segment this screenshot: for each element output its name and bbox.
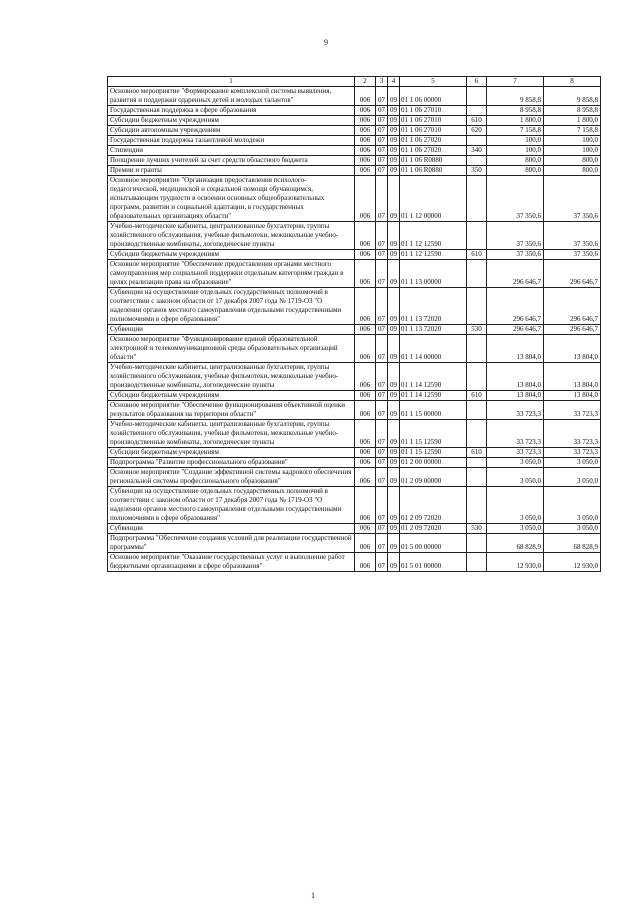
ministry-code-cell: 006 <box>355 116 376 126</box>
table-row <box>108 468 601 487</box>
target-article-cell: 01 2 09 72020 <box>400 487 467 524</box>
target-article-cell: 01 1 06 00000 <box>400 87 467 106</box>
section-code-cell: 07 <box>376 363 388 391</box>
table-row <box>108 401 601 420</box>
description-cell: Субвенции <box>108 325 355 335</box>
amount-year2-cell: 33 723,3 <box>544 448 601 458</box>
header-cell-3: 3 <box>376 77 388 87</box>
section-code-cell: 07 <box>376 222 388 250</box>
subsection-code-cell: 09 <box>388 487 400 524</box>
section-code-cell: 07 <box>376 288 388 325</box>
expense-type-cell: 610 <box>467 116 487 126</box>
target-article-cell: 01 2 09 72020 <box>400 524 467 534</box>
expense-type-cell <box>467 156 487 166</box>
subsection-code-cell: 09 <box>388 401 400 420</box>
subsection-code-cell: 09 <box>388 325 400 335</box>
section-code-cell: 07 <box>376 166 388 176</box>
ministry-code-cell: 006 <box>355 487 376 524</box>
amount-year1-cell: 33 723,3 <box>487 448 544 458</box>
description-cell: Основное мероприятие "Оказание государственных услуг и выполнение работ бюджетными организациями в сфере образования" <box>108 553 355 572</box>
table-row <box>108 325 601 335</box>
target-article-cell: 01 1 13 00000 <box>400 260 467 288</box>
target-article-cell: 01 1 12 12590 <box>400 222 467 250</box>
description-cell: Основное мероприятие "Обеспечение предоставления органами местного самоуправления мер социальной поддержки отдельным категориям граждан в целях реализации права на образование" <box>108 260 355 288</box>
table-row <box>108 250 601 260</box>
amount-year1-cell: 1 800,0 <box>487 116 544 126</box>
table-row <box>108 335 601 363</box>
header-cell-5: 5 <box>400 77 467 87</box>
table-row <box>108 146 601 156</box>
amount-year1-cell: 33 723,3 <box>487 420 544 448</box>
ministry-code-cell: 006 <box>355 126 376 136</box>
description-cell: Субсидии бюджетным учреждениям <box>108 448 355 458</box>
ministry-code-cell: 006 <box>355 136 376 146</box>
subsection-code-cell: 09 <box>388 448 400 458</box>
expense-type-cell <box>467 260 487 288</box>
description-cell: Подпрограмма "Обеспечение создания условий для реализации государственной программы" <box>108 534 355 553</box>
table-row <box>108 116 601 126</box>
description-cell: Государственная поддержка талантливой молодежи <box>108 136 355 146</box>
description-cell: Учебно-методические кабинеты, централизованные бухгалтерии, группы хозяйственного обслуживания, учебные фильмотеки, межшкольные учебно-производственные комбинаты, логопедические пункты <box>108 222 355 250</box>
subsection-code-cell: 09 <box>388 116 400 126</box>
page-number: 9 <box>324 38 328 47</box>
section-code-cell: 07 <box>376 325 388 335</box>
target-article-cell: 01 2 00 00000 <box>400 458 467 468</box>
subsection-code-cell: 09 <box>388 106 400 116</box>
bottom-mark: 1 <box>311 891 315 900</box>
section-code-cell: 07 <box>376 487 388 524</box>
description-cell: Учебно-методические кабинеты, централизованные бухгалтерии, группы хозяйственного обслуживания, учебные фильмотеки, межшкольные учебно-производственные комбинаты, логопедические пункты <box>108 420 355 448</box>
amount-year1-cell: 800,0 <box>487 156 544 166</box>
ministry-code-cell: 006 <box>355 176 376 222</box>
table-row <box>108 524 601 534</box>
amount-year1-cell: 37 350,6 <box>487 176 544 222</box>
table-row <box>108 176 601 222</box>
subsection-code-cell: 09 <box>388 136 400 146</box>
section-code-cell: 07 <box>376 458 388 468</box>
amount-year1-cell: 37 350,6 <box>487 250 544 260</box>
subsection-code-cell: 09 <box>388 87 400 106</box>
description-cell: Премии и гранты <box>108 166 355 176</box>
amount-year2-cell: 8 958,8 <box>544 106 601 116</box>
header-cell-7: 7 <box>487 77 544 87</box>
expense-type-cell <box>467 136 487 146</box>
ministry-code-cell: 006 <box>355 106 376 116</box>
description-cell: Учебно-методические кабинеты, централизованные бухгалтерии, группы хозяйственного обслуживания, учебные фильмотеки, межшкольные учебно-производственные комбинаты, логопедические пункты <box>108 363 355 391</box>
table-row <box>108 136 601 146</box>
amount-year2-cell: 7 158,8 <box>544 126 601 136</box>
target-article-cell: 01 5 00 00000 <box>400 534 467 553</box>
target-article-cell: 01 1 06 27010 <box>400 116 467 126</box>
expense-type-cell: 530 <box>467 524 487 534</box>
ministry-code-cell: 006 <box>355 468 376 487</box>
expense-type-cell <box>467 401 487 420</box>
section-code-cell: 07 <box>376 116 388 126</box>
description-cell: Субсидии бюджетным учреждениям <box>108 391 355 401</box>
expense-type-cell <box>467 87 487 106</box>
amount-year1-cell: 296 646,7 <box>487 260 544 288</box>
table-row <box>108 420 601 448</box>
description-cell: Субвенции на осуществление отдельных государственных полномочий в соответствии с законом области от 17 декабря 2007 года № 1719-ОЗ "О наделении органов местного самоуправления отдельными государственными полномочиями в сфере образования" <box>108 487 355 524</box>
section-code-cell: 07 <box>376 335 388 363</box>
description-cell: Основное мероприятие "Формирование комплексной системы выявления, развития и поддержки одаренных детей и молодых талантов" <box>108 87 355 106</box>
table-row <box>108 156 601 166</box>
amount-year1-cell: 3 050,0 <box>487 487 544 524</box>
target-article-cell: 01 5 01 00000 <box>400 553 467 572</box>
amount-year2-cell: 13 804,0 <box>544 363 601 391</box>
amount-year1-cell: 68 828,9 <box>487 534 544 553</box>
expense-type-cell: 610 <box>467 250 487 260</box>
section-code-cell: 07 <box>376 401 388 420</box>
expense-type-cell <box>467 106 487 116</box>
header-cell-8: 8 <box>544 77 601 87</box>
section-code-cell: 07 <box>376 156 388 166</box>
ministry-code-cell: 006 <box>355 458 376 468</box>
section-code-cell: 07 <box>376 468 388 487</box>
section-code-cell: 07 <box>376 250 388 260</box>
section-code-cell: 07 <box>376 534 388 553</box>
subsection-code-cell: 09 <box>388 420 400 448</box>
section-code-cell: 07 <box>376 524 388 534</box>
description-cell: Основное мероприятие "Организация предоставления психолого-педагогической, медицинской и социальной помощи обучающимся, испытывающим трудности в освоении основных общеобразовательных программ, развитии и социальной адаптации, в государственных образовательных организациях области" <box>108 176 355 222</box>
subsection-code-cell: 09 <box>388 288 400 325</box>
target-article-cell: 01 1 15 12590 <box>400 448 467 458</box>
amount-year2-cell: 1 800,0 <box>544 116 601 126</box>
table-row <box>108 448 601 458</box>
header-row <box>108 77 601 87</box>
subsection-code-cell: 09 <box>388 176 400 222</box>
expense-type-cell <box>467 176 487 222</box>
amount-year1-cell: 13 804,0 <box>487 391 544 401</box>
expense-type-cell <box>467 468 487 487</box>
amount-year2-cell: 13 804,0 <box>544 335 601 363</box>
target-article-cell: 01 1 06 27010 <box>400 106 467 116</box>
subsection-code-cell: 09 <box>388 468 400 487</box>
ministry-code-cell: 006 <box>355 250 376 260</box>
amount-year2-cell: 37 350,6 <box>544 222 601 250</box>
expense-type-cell <box>467 553 487 572</box>
header-cell-6: 6 <box>467 77 487 87</box>
subsection-code-cell: 09 <box>388 166 400 176</box>
target-article-cell: 01 1 06 R0880 <box>400 156 467 166</box>
ministry-code-cell: 006 <box>355 325 376 335</box>
section-code-cell: 07 <box>376 553 388 572</box>
ministry-code-cell: 006 <box>355 401 376 420</box>
amount-year2-cell: 800,0 <box>544 156 601 166</box>
target-article-cell: 01 1 15 12590 <box>400 420 467 448</box>
ministry-code-cell: 006 <box>355 146 376 156</box>
description-cell: Основное мероприятие "Функционирование единой образовательной электронной и телекоммуникационной среды образовательных организаций области" <box>108 335 355 363</box>
amount-year1-cell: 100,0 <box>487 146 544 156</box>
target-article-cell: 01 1 06 27020 <box>400 146 467 156</box>
amount-year2-cell: 33 723,3 <box>544 420 601 448</box>
target-article-cell: 01 1 14 12590 <box>400 391 467 401</box>
target-article-cell: 01 2 09 00000 <box>400 468 467 487</box>
amount-year2-cell: 3 050,0 <box>544 458 601 468</box>
amount-year1-cell: 100,0 <box>487 136 544 146</box>
table-row <box>108 487 601 524</box>
section-code-cell: 07 <box>376 420 388 448</box>
subsection-code-cell: 09 <box>388 146 400 156</box>
table-row <box>108 166 601 176</box>
target-article-cell: 01 1 06 27020 <box>400 136 467 146</box>
subsection-code-cell: 09 <box>388 222 400 250</box>
ministry-code-cell: 006 <box>355 288 376 325</box>
ministry-code-cell: 006 <box>355 222 376 250</box>
subsection-code-cell: 09 <box>388 335 400 363</box>
subsection-code-cell: 09 <box>388 458 400 468</box>
expense-type-cell: 530 <box>467 325 487 335</box>
description-cell: Основное мероприятие "Обеспечение функционирования объективной оценки результатов образования на территории области" <box>108 401 355 420</box>
ministry-code-cell: 006 <box>355 87 376 106</box>
expense-type-cell <box>467 534 487 553</box>
header-cell-4: 4 <box>388 77 400 87</box>
header-cell-1: 1 <box>108 77 355 87</box>
expense-type-cell <box>467 222 487 250</box>
subsection-code-cell: 09 <box>388 524 400 534</box>
target-article-cell: 01 1 14 00000 <box>400 335 467 363</box>
expense-type-cell <box>467 487 487 524</box>
section-code-cell: 07 <box>376 136 388 146</box>
ministry-code-cell: 006 <box>355 391 376 401</box>
ministry-code-cell: 006 <box>355 553 376 572</box>
subsection-code-cell: 09 <box>388 250 400 260</box>
table-row <box>108 222 601 250</box>
amount-year1-cell: 296 646,7 <box>487 325 544 335</box>
table-body <box>108 77 601 572</box>
amount-year1-cell: 13 804,0 <box>487 363 544 391</box>
table-row <box>108 87 601 106</box>
section-code-cell: 07 <box>376 87 388 106</box>
amount-year2-cell: 100,0 <box>544 146 601 156</box>
table-row <box>108 106 601 116</box>
amount-year2-cell: 100,0 <box>544 136 601 146</box>
ministry-code-cell: 006 <box>355 534 376 553</box>
subsection-code-cell: 09 <box>388 391 400 401</box>
description-cell: Субсидии бюджетным учреждениям <box>108 116 355 126</box>
amount-year2-cell: 68 828,9 <box>544 534 601 553</box>
amount-year2-cell: 9 858,8 <box>544 87 601 106</box>
subsection-code-cell: 09 <box>388 260 400 288</box>
amount-year1-cell: 3 050,0 <box>487 468 544 487</box>
expense-type-cell: 620 <box>467 126 487 136</box>
target-article-cell: 01 1 15 00000 <box>400 401 467 420</box>
section-code-cell: 07 <box>376 126 388 136</box>
section-code-cell: 07 <box>376 106 388 116</box>
ministry-code-cell: 006 <box>355 156 376 166</box>
description-cell: Поощрение лучших учителей за счет средств областного бюджета <box>108 156 355 166</box>
target-article-cell: 01 1 06 27010 <box>400 126 467 136</box>
amount-year2-cell: 12 930,0 <box>544 553 601 572</box>
budget-table <box>107 76 601 572</box>
amount-year1-cell: 9 858,8 <box>487 87 544 106</box>
table-row <box>108 363 601 391</box>
header-cell-2: 2 <box>355 77 376 87</box>
description-cell: Основное мероприятие "Создание эффективной системы кадрового обеспечения региональной системы профессионального образования" <box>108 468 355 487</box>
amount-year2-cell: 33 723,3 <box>544 401 601 420</box>
amount-year1-cell: 8 958,8 <box>487 106 544 116</box>
amount-year1-cell: 3 050,0 <box>487 458 544 468</box>
target-article-cell: 01 1 12 12590 <box>400 250 467 260</box>
section-code-cell: 07 <box>376 448 388 458</box>
ministry-code-cell: 006 <box>355 166 376 176</box>
ministry-code-cell: 006 <box>355 260 376 288</box>
amount-year1-cell: 12 930,0 <box>487 553 544 572</box>
subsection-code-cell: 09 <box>388 126 400 136</box>
expense-type-cell <box>467 420 487 448</box>
amount-year2-cell: 37 350,6 <box>544 176 601 222</box>
table-row <box>108 553 601 572</box>
description-cell: Субвенции <box>108 524 355 534</box>
amount-year1-cell: 800,0 <box>487 166 544 176</box>
amount-year2-cell: 3 050,0 <box>544 524 601 534</box>
amount-year1-cell: 7 158,8 <box>487 126 544 136</box>
description-cell: Стипендии <box>108 146 355 156</box>
target-article-cell: 01 1 13 72020 <box>400 325 467 335</box>
amount-year2-cell: 296 646,7 <box>544 288 601 325</box>
ministry-code-cell: 006 <box>355 448 376 458</box>
subsection-code-cell: 09 <box>388 553 400 572</box>
amount-year2-cell: 800,0 <box>544 166 601 176</box>
expense-type-cell: 610 <box>467 448 487 458</box>
amount-year1-cell: 3 050,0 <box>487 524 544 534</box>
expense-type-cell <box>467 288 487 325</box>
target-article-cell: 01 1 12 00000 <box>400 176 467 222</box>
amount-year2-cell: 13 804,0 <box>544 391 601 401</box>
amount-year2-cell: 3 050,0 <box>544 468 601 487</box>
amount-year2-cell: 296 646,7 <box>544 325 601 335</box>
table-row <box>108 391 601 401</box>
section-code-cell: 07 <box>376 391 388 401</box>
description-cell: Субвенции на осуществление отдельных государственных полномочий в соответствии с законом области от 17 декабря 2007 года № 1719-ОЗ "О наделении органов местного самоуправления отдельными государственными полномочиями в сфере образования" <box>108 288 355 325</box>
description-cell: Подпрограмма "Развитие профессионального образования" <box>108 458 355 468</box>
amount-year1-cell: 13 804,0 <box>487 335 544 363</box>
table-row <box>108 534 601 553</box>
subsection-code-cell: 09 <box>388 363 400 391</box>
amount-year2-cell: 3 050,0 <box>544 487 601 524</box>
table-row <box>108 288 601 325</box>
subsection-code-cell: 09 <box>388 534 400 553</box>
amount-year2-cell: 296 646,7 <box>544 260 601 288</box>
table-row <box>108 126 601 136</box>
expense-type-cell <box>467 458 487 468</box>
amount-year2-cell: 37 350,6 <box>544 250 601 260</box>
target-article-cell: 01 1 13 72020 <box>400 288 467 325</box>
table-row <box>108 458 601 468</box>
expense-type-cell <box>467 335 487 363</box>
target-article-cell: 01 1 14 12590 <box>400 363 467 391</box>
table-row <box>108 260 601 288</box>
section-code-cell: 07 <box>376 146 388 156</box>
expense-type-cell <box>467 363 487 391</box>
expense-type-cell: 610 <box>467 391 487 401</box>
amount-year1-cell: 37 350,6 <box>487 222 544 250</box>
amount-year1-cell: 33 723,3 <box>487 401 544 420</box>
ministry-code-cell: 006 <box>355 420 376 448</box>
ministry-code-cell: 006 <box>355 363 376 391</box>
amount-year1-cell: 296 646,7 <box>487 288 544 325</box>
description-cell: Субсидии бюджетным учреждениям <box>108 250 355 260</box>
ministry-code-cell: 006 <box>355 335 376 363</box>
ministry-code-cell: 006 <box>355 524 376 534</box>
section-code-cell: 07 <box>376 260 388 288</box>
description-cell: Государственная поддержка в сфере образования <box>108 106 355 116</box>
target-article-cell: 01 1 06 R0880 <box>400 166 467 176</box>
section-code-cell: 07 <box>376 176 388 222</box>
description-cell: Субсидии автономным учреждениям <box>108 126 355 136</box>
expense-type-cell: 350 <box>467 166 487 176</box>
expense-type-cell: 340 <box>467 146 487 156</box>
subsection-code-cell: 09 <box>388 156 400 166</box>
